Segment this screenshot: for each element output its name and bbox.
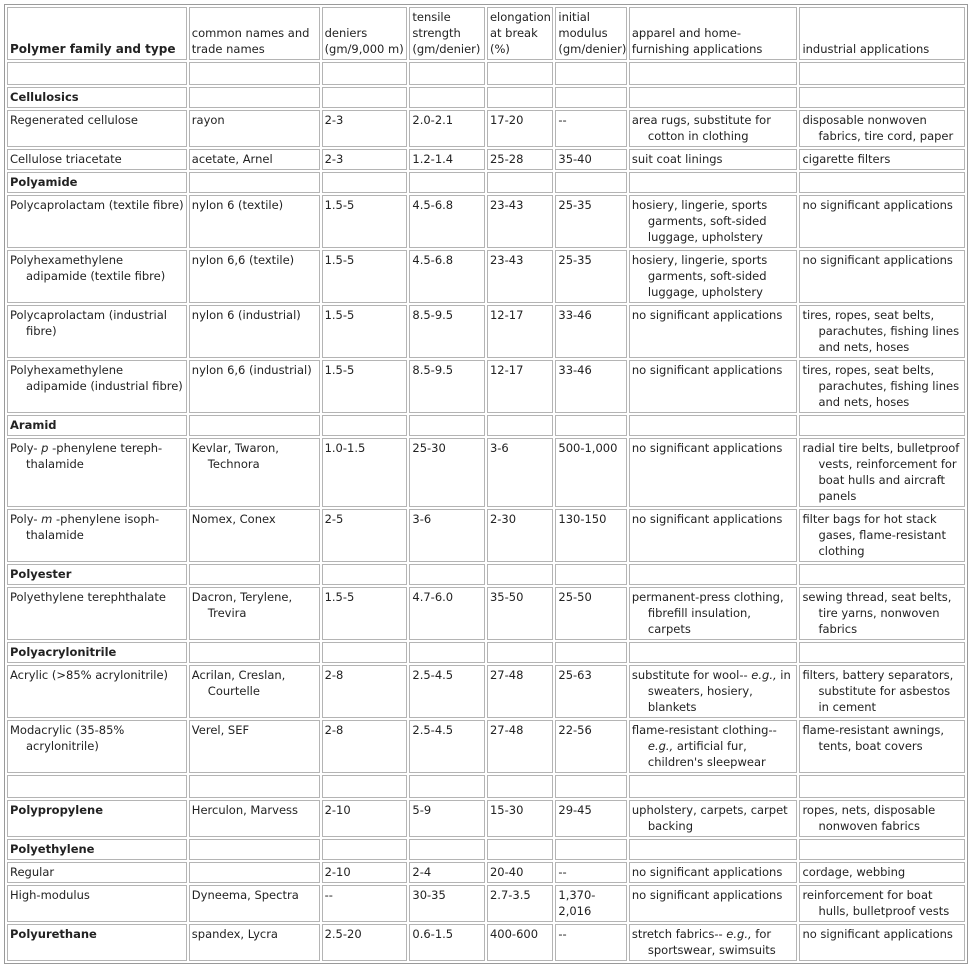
table-cell: 25-28 — [487, 149, 553, 170]
table-cell: Herculon, Marvess — [189, 800, 320, 837]
empty-cell — [189, 415, 320, 436]
polymer-family-heading: Polyester — [7, 564, 187, 585]
table-cell: tires, ropes, seat belts, parachutes, fishing lines and nets, hoses — [799, 360, 965, 413]
table-row — [7, 885, 965, 922]
table-cell: no significant applications — [799, 924, 965, 961]
table-cell: 2.5-20 — [322, 924, 408, 961]
table-cell: 4.5-6.8 — [409, 250, 485, 303]
table-cell: no significant applications — [799, 250, 965, 303]
table-cell: 1.2-1.4 — [409, 149, 485, 170]
section-row — [7, 839, 965, 860]
table-cell: radial tire belts, bulletproof vests, reinforcement for boat hulls and aircraft panels — [799, 438, 965, 507]
table-cell: 22-56 — [555, 720, 627, 773]
polymer-family-heading: Polyethylene — [7, 839, 187, 860]
table-cell: no significant applications — [629, 885, 798, 922]
table-cell: suit coat linings — [629, 149, 798, 170]
table-cell: 2.7-3.5 — [487, 885, 553, 922]
empty-cell — [189, 172, 320, 193]
empty-cell — [799, 87, 965, 108]
table-cell: 3-6 — [487, 438, 553, 507]
empty-cell — [189, 642, 320, 663]
table-cell: 20-40 — [487, 862, 553, 883]
table-cell: nylon 6,6 (textile) — [189, 250, 320, 303]
empty-cell — [7, 775, 187, 798]
empty-cell — [799, 564, 965, 585]
empty-cell — [555, 415, 627, 436]
empty-cell — [409, 172, 485, 193]
table-cell: Acrilan, Creslan, Courtelle — [189, 665, 320, 718]
polymer-family-heading: Aramid — [7, 415, 187, 436]
table-cell — [189, 862, 320, 883]
polymer-type-cell: Acrylic (>85% acrylonitrile) — [7, 665, 187, 718]
table-cell: no significant applications — [629, 509, 798, 562]
table-cell: Dacron, Terylene, Trevira — [189, 587, 320, 640]
polymer-type-cell: Polyethylene terephthalate — [7, 587, 187, 640]
table-cell: 27-48 — [487, 720, 553, 773]
table-cell: 2-8 — [322, 720, 408, 773]
polymer-type-cell: Regular — [7, 862, 187, 883]
polymer-type-cell: Cellulose triacetate — [7, 149, 187, 170]
table-cell: reinforcement for boat hulls, bulletproof vests — [799, 885, 965, 922]
table-cell: 23-43 — [487, 250, 553, 303]
column-header: industrial applications — [799, 7, 965, 60]
table-row — [7, 149, 965, 170]
table-cell: 2-8 — [322, 665, 408, 718]
table-cell: cordage, webbing — [799, 862, 965, 883]
table-cell: 1.5-5 — [322, 587, 408, 640]
table-cell: 35-50 — [487, 587, 553, 640]
empty-cell — [799, 172, 965, 193]
table-cell: -- — [555, 862, 627, 883]
empty-cell — [322, 87, 408, 108]
table-cell: flame-resistant awnings, tents, boat covers — [799, 720, 965, 773]
table-cell: 25-63 — [555, 665, 627, 718]
table-cell: filter bags for hot stack gases, flame-resistant clothing — [799, 509, 965, 562]
spacer-row — [7, 775, 965, 798]
empty-cell — [189, 87, 320, 108]
table-cell: 2.0-2.1 — [409, 110, 485, 147]
empty-cell — [322, 415, 408, 436]
polymer-type-cell: Polyhexamethylene adipamide (textile fibre) — [7, 250, 187, 303]
table-cell: cigarette filters — [799, 149, 965, 170]
table-cell: 1.5-5 — [322, 360, 408, 413]
empty-cell — [322, 642, 408, 663]
empty-cell — [409, 642, 485, 663]
table-row — [7, 360, 965, 413]
fibre-properties-table-container — [4, 4, 968, 964]
table-cell: nylon 6 (textile) — [189, 195, 320, 248]
empty-cell — [189, 775, 320, 798]
table-cell: 17-20 — [487, 110, 553, 147]
empty-cell — [409, 564, 485, 585]
empty-cell — [322, 172, 408, 193]
table-row — [7, 665, 965, 718]
empty-cell — [555, 172, 627, 193]
polymer-type-cell: Regenerated cellulose — [7, 110, 187, 147]
fibre-properties-table — [4, 4, 968, 964]
polymer-type-cell: Polyurethane — [7, 924, 187, 961]
table-cell: permanent-press clothing, fibrefill insulation, carpets — [629, 587, 798, 640]
empty-cell — [487, 775, 553, 798]
table-row — [7, 250, 965, 303]
table-cell: 25-30 — [409, 438, 485, 507]
table-cell: 400-600 — [487, 924, 553, 961]
section-row — [7, 415, 965, 436]
table-row — [7, 110, 965, 147]
table-cell: 15-30 — [487, 800, 553, 837]
table-cell: 23-43 — [487, 195, 553, 248]
table-cell: flame-resistant clothing-- e.g., artificial fur, children's sleepwear — [629, 720, 798, 773]
empty-cell — [555, 62, 627, 85]
table-cell: 27-48 — [487, 665, 553, 718]
empty-cell — [409, 839, 485, 860]
polymer-family-heading: Polyamide — [7, 172, 187, 193]
table-row — [7, 924, 965, 961]
table-cell: 1.5-5 — [322, 195, 408, 248]
table-cell: acetate, Arnel — [189, 149, 320, 170]
table-cell: 25-35 — [555, 195, 627, 248]
table-cell: 8.5-9.5 — [409, 360, 485, 413]
empty-cell — [555, 642, 627, 663]
table-cell: 29-45 — [555, 800, 627, 837]
table-cell: rayon — [189, 110, 320, 147]
table-cell: 5-9 — [409, 800, 485, 837]
table-cell: -- — [555, 924, 627, 961]
empty-cell — [322, 775, 408, 798]
empty-cell — [629, 87, 798, 108]
polymer-family-heading: Polyacrylonitrile — [7, 642, 187, 663]
table-cell: 25-35 — [555, 250, 627, 303]
empty-cell — [799, 62, 965, 85]
table-cell: substitute for wool-- e.g., in sweaters, hosiery, blankets — [629, 665, 798, 718]
polymer-type-cell: Polycaprolactam (textile fibre) — [7, 195, 187, 248]
empty-cell — [799, 775, 965, 798]
section-row — [7, 172, 965, 193]
table-cell: -- — [555, 110, 627, 147]
empty-cell — [487, 62, 553, 85]
empty-cell — [409, 62, 485, 85]
empty-cell — [487, 87, 553, 108]
table-row — [7, 587, 965, 640]
table-cell: 1,370-2,016 — [555, 885, 627, 922]
empty-cell — [487, 172, 553, 193]
table-cell: 25-50 — [555, 587, 627, 640]
section-row — [7, 564, 965, 585]
table-cell: no significant applications — [629, 305, 798, 358]
table-cell: filters, battery separators, substitute for asbestos in cement — [799, 665, 965, 718]
table-cell: nylon 6 (industrial) — [189, 305, 320, 358]
column-header: initial modulus (gm/denier) — [555, 7, 627, 60]
table-cell: 0.6-1.5 — [409, 924, 485, 961]
empty-cell — [487, 839, 553, 860]
empty-cell — [189, 564, 320, 585]
table-row — [7, 509, 965, 562]
table-cell: 2.5-4.5 — [409, 720, 485, 773]
table-cell: Kevlar, Twaron, Technora — [189, 438, 320, 507]
column-header: tensile strength (gm/denier) — [409, 7, 485, 60]
table-cell: 4.5-6.8 — [409, 195, 485, 248]
table-body — [7, 62, 965, 961]
table-row — [7, 800, 965, 837]
empty-cell — [487, 564, 553, 585]
table-cell: 8.5-9.5 — [409, 305, 485, 358]
table-cell: nylon 6,6 (industrial) — [189, 360, 320, 413]
table-cell: tires, ropes, seat belts, parachutes, fishing lines and nets, hoses — [799, 305, 965, 358]
table-cell: 4.7-6.0 — [409, 587, 485, 640]
table-cell: 2-3 — [322, 110, 408, 147]
table-row — [7, 305, 965, 358]
table-row — [7, 438, 965, 507]
table-cell: 2-10 — [322, 800, 408, 837]
section-row — [7, 642, 965, 663]
table-cell: disposable nonwoven fabrics, tire cord, paper — [799, 110, 965, 147]
table-cell: 30-35 — [409, 885, 485, 922]
empty-cell — [487, 642, 553, 663]
table-cell: 130-150 — [555, 509, 627, 562]
empty-cell — [189, 62, 320, 85]
spacer-row — [7, 62, 965, 85]
table-cell: 12-17 — [487, 305, 553, 358]
table-cell: sewing thread, seat belts, tire yarns, nonwoven fabrics — [799, 587, 965, 640]
table-cell: Nomex, Conex — [189, 509, 320, 562]
table-cell: ropes, nets, disposable nonwoven fabrics — [799, 800, 965, 837]
table-cell: upholstery, carpets, carpet backing — [629, 800, 798, 837]
empty-cell — [629, 172, 798, 193]
polymer-type-cell: Poly- m -phenylene isoph-thalamide — [7, 509, 187, 562]
table-cell: Verel, SEF — [189, 720, 320, 773]
column-header: elongation at break (%) — [487, 7, 553, 60]
table-cell: no significant applications — [629, 438, 798, 507]
table-cell: 12-17 — [487, 360, 553, 413]
table-cell: 33-46 — [555, 360, 627, 413]
polymer-type-cell: High-modulus — [7, 885, 187, 922]
section-row — [7, 87, 965, 108]
column-header: apparel and home-furnishing applications — [629, 7, 798, 60]
empty-cell — [629, 642, 798, 663]
table-cell: hosiery, lingerie, sports garments, soft-sided luggage, upholstery — [629, 250, 798, 303]
empty-cell — [629, 839, 798, 860]
table-cell: 3-6 — [409, 509, 485, 562]
empty-cell — [555, 839, 627, 860]
empty-cell — [409, 87, 485, 108]
empty-cell — [629, 775, 798, 798]
empty-cell — [629, 415, 798, 436]
empty-cell — [189, 839, 320, 860]
table-cell: 1.5-5 — [322, 305, 408, 358]
table-cell: 1.0-1.5 — [322, 438, 408, 507]
empty-cell — [799, 839, 965, 860]
table-cell: stretch fabrics-- e.g., for sportswear, swimsuits — [629, 924, 798, 961]
table-row — [7, 195, 965, 248]
table-cell: 2.5-4.5 — [409, 665, 485, 718]
polymer-type-cell: Poly- p -phenylene tereph-thalamide — [7, 438, 187, 507]
polymer-family-heading: Cellulosics — [7, 87, 187, 108]
empty-cell — [409, 415, 485, 436]
empty-cell — [555, 564, 627, 585]
column-header: common names and trade names — [189, 7, 320, 60]
empty-cell — [555, 775, 627, 798]
table-cell: 33-46 — [555, 305, 627, 358]
column-header: Polymer family and type — [7, 7, 187, 60]
table-cell: 2-4 — [409, 862, 485, 883]
table-cell: no significant applications — [799, 195, 965, 248]
empty-cell — [799, 642, 965, 663]
table-cell: 2-5 — [322, 509, 408, 562]
column-header: deniers (gm/9,000 m) — [322, 7, 408, 60]
empty-cell — [322, 62, 408, 85]
empty-cell — [629, 564, 798, 585]
polymer-type-cell: Polyhexamethylene adipamide (industrial fibre) — [7, 360, 187, 413]
table-cell: 1.5-5 — [322, 250, 408, 303]
empty-cell — [7, 62, 187, 85]
table-cell: no significant applications — [629, 360, 798, 413]
table-cell: 2-3 — [322, 149, 408, 170]
empty-cell — [629, 62, 798, 85]
table-row — [7, 720, 965, 773]
table-cell: hosiery, lingerie, sports garments, soft-sided luggage, upholstery — [629, 195, 798, 248]
empty-cell — [487, 415, 553, 436]
table-cell: area rugs, substitute for cotton in clothing — [629, 110, 798, 147]
table-cell: spandex, Lycra — [189, 924, 320, 961]
polymer-type-cell: Polycaprolactam (industrial fibre) — [7, 305, 187, 358]
table-cell: 35-40 — [555, 149, 627, 170]
empty-cell — [409, 775, 485, 798]
table-cell: 2-10 — [322, 862, 408, 883]
table-cell: no significant applications — [629, 862, 798, 883]
table-cell: Dyneema, Spectra — [189, 885, 320, 922]
table-row — [7, 862, 965, 883]
header-row — [7, 7, 965, 60]
polymer-type-cell: Modacrylic (35-85% acrylonitrile) — [7, 720, 187, 773]
empty-cell — [555, 87, 627, 108]
polymer-type-cell: Polypropylene — [7, 800, 187, 837]
empty-cell — [799, 415, 965, 436]
empty-cell — [322, 564, 408, 585]
table-cell: 500-1,000 — [555, 438, 627, 507]
table-cell: -- — [322, 885, 408, 922]
table-cell: 2-30 — [487, 509, 553, 562]
empty-cell — [322, 839, 408, 860]
